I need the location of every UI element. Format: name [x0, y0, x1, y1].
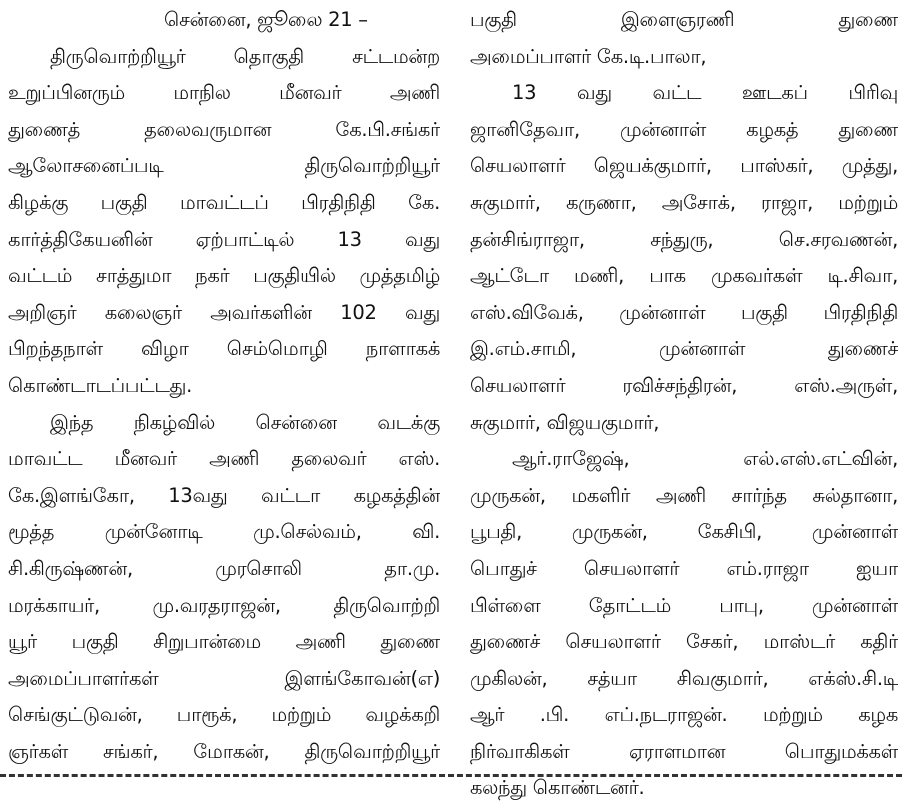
paragraph-line: கலந்து கொண்டனர்.	[470, 776, 645, 800]
article-column-right	[470, 2, 898, 807]
paragraph-line: மூத்த முன்னோடி மு.செல்வம், வி.	[8, 520, 440, 544]
paragraph-line: சி.கிருஷ்ணன், முரசொலி தா.மு.	[8, 556, 440, 580]
dashed-cut-line	[0, 774, 902, 777]
paragraph-line: செங்குட்டுவன், பாரூக், மற்றும் வழக்கறி	[8, 703, 440, 727]
paragraph-line: ஜானிதேவா, முன்னாள் கழகத் துணை	[470, 117, 898, 141]
paragraph-line: நிர்வாகிகள் ஏராளமான பொதுமக்கள்	[470, 739, 898, 763]
paragraph-line: பகுதி இளைஞரணி துணை	[470, 8, 898, 31]
paragraph-line: யூர் பகுதி சிறுபான்மை அணி துணை	[8, 630, 440, 654]
paragraph-line: ஆட்டோ மணி, பாக முகவர்கள் டி.சிவா,	[470, 264, 898, 288]
paragraph-line: முருகன், மகளிர் அணி சார்ந்த சுல்தானா,	[470, 483, 898, 507]
paragraph-line: முகிலன், சத்யா சிவகுமார், எக்ஸ்.சி.டி	[470, 666, 898, 690]
paragraph-line: சுகுமார், விஜயகுமார்,	[470, 410, 660, 434]
paragraph-line: செயலாளர் ஜெயக்குமார், பாஸ்கர், முத்து,	[470, 154, 898, 178]
paragraph-line: ஞர்கள் சங்கர், மோகன், திருவொற்றியூர்	[8, 739, 440, 763]
paragraph-line: மரக்காயர், மு.வரதராஜன், திருவொற்றி	[8, 593, 440, 617]
paragraph-line: அமைப்பாளர்கள் இளங்கோவன்(எ)	[8, 666, 440, 690]
paragraph-line: ஆலோசனைப்படி திருவொற்றியூர்	[8, 154, 440, 178]
paragraph-line: இ.எம்.சாமி, முன்னாள் துணைச்	[470, 337, 898, 361]
paragraph-line: வட்டம் சாத்துமா நகர் பகுதியில் முத்தமிழ்	[8, 264, 440, 288]
paragraph-line: தன்சிங்ராஜா, சந்துரு, செ.சரவணன்,	[470, 227, 898, 251]
paragraph-line: பிள்ளை தோட்டம் பாபு, முன்னாள்	[470, 593, 898, 617]
paragraph-line: மாவட்ட மீனவர் அணி தலைவர் எஸ்.	[8, 447, 440, 471]
paragraph-line: அமைப்பாளர் கே.டி.பாலா,	[470, 44, 707, 68]
paragraph-line: கிழக்கு பகுதி மாவட்டப் பிரதிநிதி கே.	[8, 190, 440, 214]
paragraph-line: கே.இளங்கோ, 13வது வட்டா கழகத்தின்	[8, 483, 440, 507]
paragraph-line: 13 வது வட்ட ஊடகப் பிரிவு	[512, 81, 898, 105]
paragraph-line: ஆர்.ராஜேஷ், எல்.எஸ்.எட்வின்,	[512, 447, 898, 471]
paragraph-line: கொண்டாடப்பட்டது.	[8, 373, 193, 397]
paragraph-line: துணைச் செயலாளர் சேகர், மாஸ்டர் கதிர்	[470, 630, 898, 654]
paragraph-line: திருவொற்றியூர் தொகுதி சட்டமன்ற	[50, 44, 440, 68]
paragraph-line: அறிஞர் கலைஞர் அவர்களின் 102 வது	[8, 300, 440, 324]
paragraph-line: இந்த நிகழ்வில் சென்னை வடக்கு	[50, 410, 440, 434]
paragraph-line: கார்த்திகேயனின் ஏற்பாட்டில் 13 வது	[8, 227, 440, 251]
paragraph-line: ஆர் .பி. எப்.நடராஜன். மற்றும் கழக	[470, 703, 898, 727]
paragraph-line: பூபதி, முருகன், கேசிபி, முன்னாள்	[470, 520, 898, 544]
paragraph-line: பொதுச் செயலாளர் எம்.ராஜா ஐயா	[470, 556, 898, 580]
paragraph-line: உறுப்பினரும் மாநில மீனவர் அணி	[8, 81, 440, 105]
article-column-left	[8, 2, 440, 770]
paragraph-line: செயலாளர் ரவிச்சந்திரன், எஸ்.அருள்,	[470, 373, 898, 397]
paragraph-line: துணைத் தலைவருமான கே.பி.சங்கர்	[8, 117, 440, 141]
dateline: சென்னை, ஜூலை 21 –	[164, 8, 368, 31]
paragraph-line: சுகுமார், கருணா, அசோக், ராஜா, மற்றும்	[470, 190, 898, 214]
paragraph-line: எஸ்.விவேக், முன்னாள் பகுதி பிரதிநிதி	[470, 300, 898, 324]
paragraph-line: பிறந்தநாள் விழா செம்மொழி நாளாகக்	[8, 337, 440, 361]
